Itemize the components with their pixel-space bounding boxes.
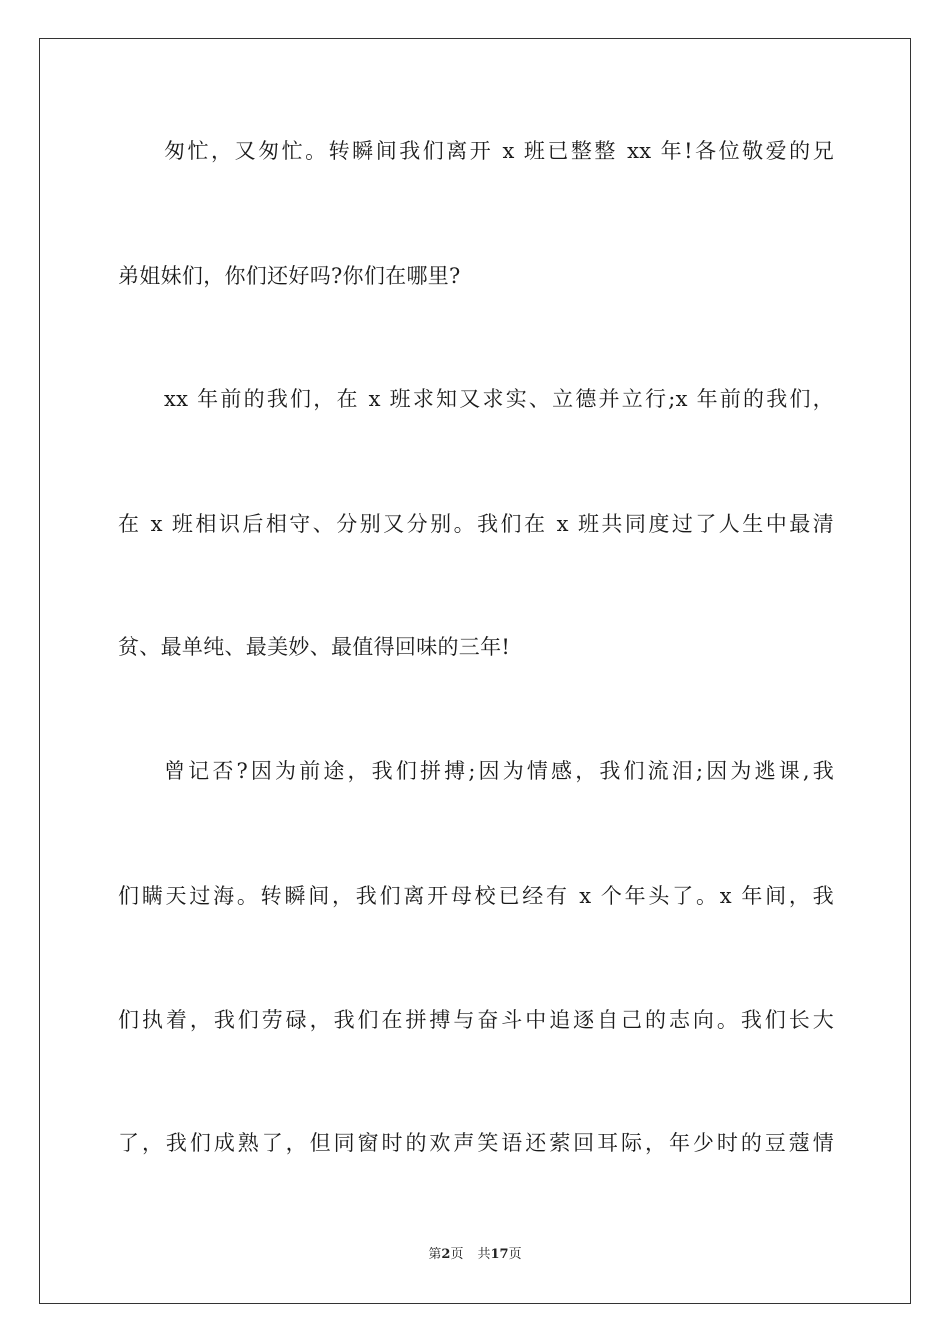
page-border bbox=[39, 38, 911, 1304]
page-suffix: 页 bbox=[450, 1247, 464, 1262]
paragraph-3-line-3: 们执着，我们劳碌，我们在拼搏与奋斗中追逐自己的志向。我们长大 bbox=[118, 1008, 834, 1032]
current-page-number: 2 bbox=[441, 1247, 451, 1262]
total-page-count: 17 bbox=[490, 1247, 509, 1262]
paragraph-3-line-4: 了，我们成熟了，但同窗时的欢声笑语还萦回耳际，年少时的豆蔻情 bbox=[118, 1131, 834, 1155]
paragraph-1-line-1: 匆忙，又匆忙。转瞬间我们离开 x 班已整整 xx 年!各位敬爱的兄 bbox=[164, 139, 834, 163]
paragraph-2-line-3: 贫、最单纯、最美妙、最值得回味的三年! bbox=[118, 635, 511, 659]
total-suffix: 页 bbox=[508, 1247, 522, 1262]
total-prefix: 共 bbox=[477, 1247, 491, 1262]
paragraph-1-line-2: 弟姐妹们，你们还好吗?你们在哪里? bbox=[118, 264, 461, 288]
page-prefix: 第 bbox=[428, 1247, 442, 1262]
paragraph-3-line-2: 们瞒天过海。转瞬间，我们离开母校已经有 x 个年头了。x 年间，我 bbox=[118, 884, 834, 908]
page-number-footer bbox=[0, 1246, 950, 1264]
paragraph-3-line-1: 曾记否?因为前途，我们拼搏;因为情感，我们流泪;因为逃课,我 bbox=[164, 759, 834, 783]
paragraph-2-line-2: 在 x 班相识后相守、分别又分别。我们在 x 班共同度过了人生中最清 bbox=[118, 512, 834, 536]
paragraph-2-line-1: xx 年前的我们，在 x 班求知又求实、立德并立行;x 年前的我们， bbox=[164, 387, 834, 411]
